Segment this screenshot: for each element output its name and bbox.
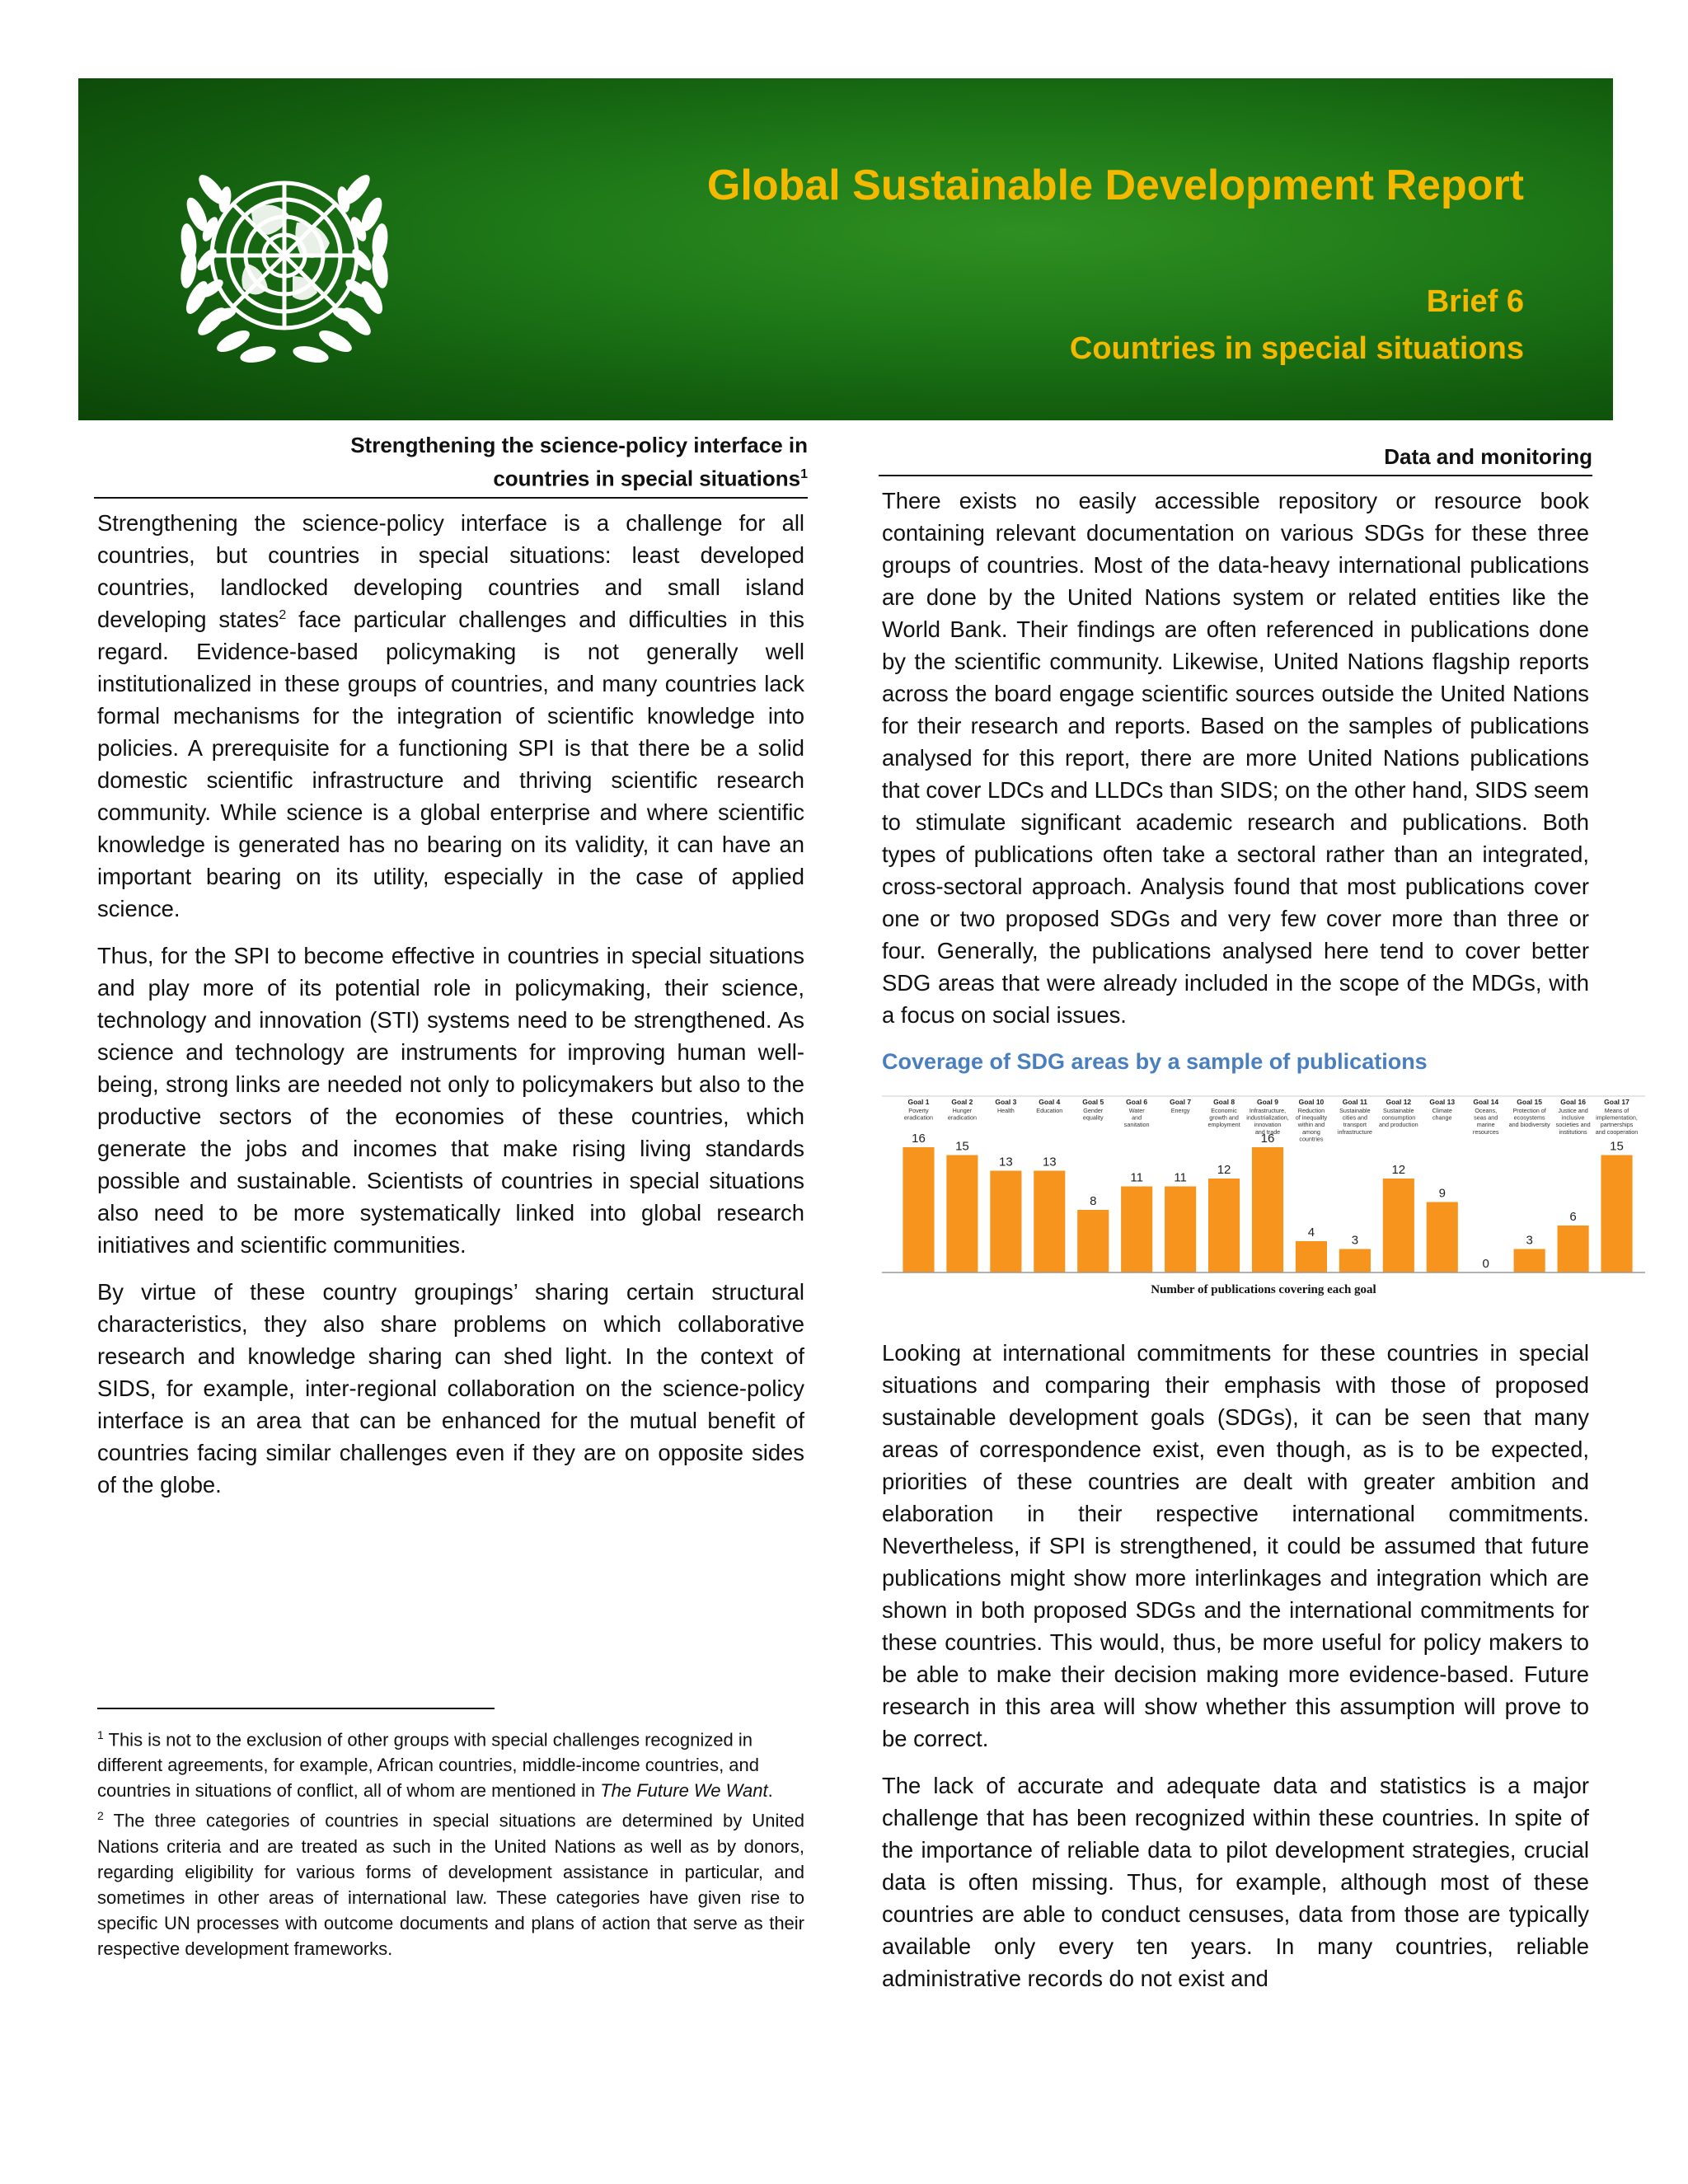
chart-category-description: transport	[1343, 1121, 1367, 1129]
chart-category-description: ecosystems	[1513, 1113, 1545, 1122]
chart-data-label: 3	[1526, 1233, 1533, 1248]
chart-data-label: 12	[1391, 1163, 1406, 1177]
footnote-text: .	[767, 1780, 773, 1802]
heading-line-1: Strengthening the science-policy interface in	[350, 433, 808, 457]
chart-category-description: Education	[1036, 1107, 1063, 1114]
chart-category-description: implementation,	[1596, 1113, 1638, 1122]
chart-category-description: inclusive	[1561, 1113, 1585, 1122]
chart-category-description: and biodiversity	[1508, 1121, 1550, 1129]
footnote-1	[97, 1722, 804, 1803]
section-heading-data: Data and monitoring	[879, 442, 1592, 476]
chart-bar	[1427, 1202, 1458, 1273]
chart-data-label: 0	[1482, 1257, 1489, 1271]
chart-data-label: 13	[1042, 1155, 1057, 1169]
right-column	[882, 430, 1639, 2009]
chart-bar	[1077, 1210, 1109, 1272]
section-heading-spi	[94, 430, 808, 499]
footnote-number: 1	[97, 1728, 104, 1741]
chart-category-label: Goal 14	[1473, 1098, 1499, 1106]
heading-line-2: countries in special situations	[493, 466, 801, 491]
chart-category-description: infrastructure	[1337, 1127, 1372, 1136]
chart-category-description: Sustainable	[1339, 1107, 1371, 1114]
chart-category-description: among	[1301, 1127, 1320, 1136]
chart-data-label: 15	[955, 1139, 969, 1154]
chart-category-label: Goal 15	[1517, 1098, 1543, 1106]
chart-bar	[1601, 1155, 1632, 1273]
chart-data-label: 6	[1569, 1210, 1577, 1224]
chart-category-description: marine	[1476, 1121, 1495, 1129]
footnotes	[97, 1722, 804, 1961]
chart-category-description: growth and	[1209, 1113, 1239, 1122]
chart-x-axis-title: Number of publications covering each goal	[1151, 1283, 1376, 1296]
chart-data-label: 13	[999, 1155, 1013, 1169]
report-title: Global Sustainable Development Report	[706, 162, 1524, 209]
chart-bar	[1034, 1171, 1065, 1273]
chart-category-description: Sustainable	[1383, 1107, 1414, 1114]
chart-category-description: Means of	[1604, 1107, 1629, 1114]
chart-data-label: 12	[1217, 1163, 1231, 1177]
chart-category-description: Infrastructure,	[1249, 1107, 1287, 1114]
chart-category-description: and trade	[1254, 1127, 1281, 1136]
chart-data-label: 4	[1307, 1226, 1315, 1240]
chart-category-description: Gender	[1083, 1107, 1104, 1114]
footnote-ref-2[interactable]: 2	[279, 607, 287, 622]
chart-data-label: 16	[912, 1132, 926, 1146]
chart-category-label: Goal 1	[907, 1098, 930, 1106]
chart-category-description: innovation	[1254, 1121, 1282, 1129]
paragraph: Thus, for the SPI to become effective in countries in special situations and play more of its potential role in policymaking, their science, technology and innovation (STI) systems need to be strengthened. As science and technology are instruments for improving human well-being, strong links are needed not only to policymakers but also to the productive sectors of the economies of these countries, which generate the jobs and incomes that make rising living standards possible and sustainable. Scientists of countries in special situations also need to be more systematically linked into global research initiatives and scientific communities.	[97, 942, 804, 1258]
chart-category-description: partnerships	[1600, 1121, 1634, 1129]
chart-bar	[1383, 1179, 1414, 1272]
chart-category-description: sanitation	[1123, 1121, 1150, 1129]
footnote-text: The three categories of countries in special situations are determined by United Nations criteria and are treated as such in the United Nations as well as by donors, regarding eligibility for various forms of development assistance in particular, and sometimes in other areas of international law. These categories have given rise to specific UN processes with outcome documents and plans of action that serve as their respective development frameworks.	[97, 1810, 804, 1959]
chart-category-description: change	[1432, 1113, 1452, 1122]
chart-category-description: within and	[1297, 1121, 1325, 1129]
chart-category-description: countries	[1299, 1135, 1324, 1143]
un-emblem-icon	[161, 132, 408, 379]
chart-category-description: and cooperation	[1595, 1127, 1639, 1136]
chart-category-description: Climate	[1432, 1107, 1452, 1114]
chart-category-label: Goal 4	[1039, 1098, 1061, 1106]
sdg-coverage-bar-chart	[880, 1093, 1647, 1307]
chart-category-label: Goal 3	[995, 1098, 1017, 1106]
chart-category-description: Health	[996, 1107, 1015, 1114]
chart-bar	[1208, 1179, 1240, 1272]
chart-category-label: Goal 2	[951, 1098, 973, 1106]
paragraph: There exists no easily accessible repository or resource book containing relevant documentation on various SDGs for these three groups of countries. Most of the data-heavy international publications are done by the United Nations system or related entities like the World Bank. Their findings are often referenced in publications done by the scientific community. Likewise, United Nations flagship reports across the board engage scientific sources outside the United Nations for their research and reports. Based on the samples of publications analysed for this report, there are more United Nations publications that cover LDCs and LLDCs than SIDS; on the other hand, SIDS seem to stimulate significant academic research and publications. Both types of publications often take a sectoral rather than an integrated, cross-sectoral approach. Analysis found that most publications cover one or two proposed SDGs and very few cover more than three or four. Generally, the publications analysed here tend to cover better SDG areas that were already included in the scope of the MDGs, with a focus on social issues.	[882, 488, 1589, 1028]
chart-bar	[1558, 1226, 1589, 1272]
paragraph-text: Strengthening the science-policy interface is a challenge for all countries, but countries in special situations: least developed countries, landlocked developing countries and small island developing states	[97, 509, 804, 632]
chart-category-description: cities and	[1342, 1113, 1368, 1122]
chart-container	[880, 1093, 1647, 1307]
chart-category-description: Water	[1128, 1107, 1145, 1114]
chart-category-label: Goal 5	[1082, 1098, 1104, 1106]
chart-category-description: and production	[1379, 1121, 1418, 1129]
chart-category-label: Goal 16	[1560, 1098, 1586, 1106]
chart-bar	[1252, 1147, 1283, 1272]
chart-bar	[1165, 1187, 1196, 1273]
chart-category-description: Protection of	[1512, 1107, 1546, 1114]
chart-bar	[1296, 1241, 1327, 1272]
footnote-ref-1[interactable]: 1	[800, 467, 808, 481]
chart-category-description: eradication	[947, 1113, 977, 1122]
chart-category-description: eradication	[903, 1113, 934, 1122]
footnote-title: The Future We Want	[600, 1780, 768, 1802]
chart-category-description: institutions	[1559, 1127, 1587, 1136]
chart-data-label: 9	[1438, 1186, 1446, 1201]
chart-bar	[1121, 1187, 1152, 1273]
footnote-2	[97, 1803, 804, 1961]
chart-bar	[990, 1171, 1021, 1273]
chart-category-description: Energy	[1170, 1107, 1190, 1114]
paragraph-text: face particular challenges and difficulties in this regard. Evidence-based policymaking is not generally well institutionalized in these groups of countries, and many countries lack formal mechanisms for the integration of scientific knowledge into policies. A prerequisite for a functioning SPI is that there be a solid domestic scientific infrastructure and thriving scientific research community. While science is a global enterprise and where scientific knowledge is generated has no bearing on its validity, it can have an important bearing on its utility, especially in the case of applied science.	[97, 606, 804, 921]
chart-category-description: societies and	[1555, 1121, 1591, 1129]
paragraph	[97, 507, 804, 925]
chart-bar	[1514, 1249, 1545, 1273]
chart-category-label: Goal 10	[1298, 1098, 1325, 1106]
chart-category-label: Goal 6	[1126, 1098, 1148, 1106]
chart-data-label: 11	[1130, 1170, 1143, 1185]
chart-bar	[1339, 1249, 1371, 1273]
chart-title: Coverage of SDG areas by a sample of publications	[882, 1049, 1428, 1074]
chart-data-label: 11	[1174, 1170, 1187, 1185]
chart-category-description: industrialization,	[1246, 1113, 1289, 1122]
chart-category-description: employment	[1207, 1121, 1240, 1129]
chart-category-label: Goal 12	[1386, 1098, 1412, 1106]
chart-category-description: resources	[1472, 1127, 1499, 1136]
chart-category-description: Hunger	[952, 1107, 973, 1114]
brief-subtitle: Countries in special situations	[1069, 331, 1524, 366]
chart-data-label: 16	[1260, 1132, 1275, 1146]
paragraph: Looking at international commitments for these countries in special situations and comparing their emphasis with those of proposed sustainable development goals (SDGs), it can be seen that many areas of correspondence exist, even though, as is to be expected, priorities of these countries are dealt with greater ambition and elaboration in their respective international commitments. Nevertheless, if SPI is strengthened, it could be assumed that future publications might show more interlinkages and integration which are shown in both proposed SDGs and the international commitments for these countries. This would, thus, be more useful for policy makers to be able to make their decision making more evidence-based. Future research in this area will show whether this assumption will prove to be correct.	[882, 1340, 1589, 1751]
chart-category-description: seas and	[1474, 1113, 1498, 1122]
chart-category-description: Economic	[1211, 1107, 1237, 1114]
chart-bar	[946, 1155, 978, 1273]
report-banner	[78, 78, 1613, 420]
paragraph: The lack of accurate and adequate data and statistics is a major challenge that has been recognized within these countries. In spite of the importance of reliable data to pilot development strategies, crucial data is often missing. Thus, for example, although most of these countries are able to conduct censuses, data from those are typically available only every ten years. In many countries, reliable administrative records do not exist and	[882, 1773, 1589, 1991]
chart-category-description: and	[1132, 1113, 1142, 1122]
chart-data-label: 3	[1351, 1233, 1359, 1248]
paragraph: By virtue of these country groupings’ sharing certain structural characteristics, they also share problems on which collaborative research and knowledge sharing can shed light. In the context of SIDS, for example, inter-regional collaboration on the science-policy interface is an area that can be enhanced for the mutual benefit of countries facing similar challenges even if they are on opposite sides of the globe.	[97, 1278, 804, 1497]
footnote-text: This is not to the exclusion of other groups with special challenges recognized in different agreements, for example, African countries, middle-income countries, and countries in situations of conflict, all of whom are mentioned in	[97, 1729, 759, 1802]
chart-category-label: Goal 13	[1429, 1098, 1456, 1106]
chart-category-description: Justice and	[1558, 1107, 1588, 1114]
chart-data-label: 8	[1090, 1194, 1097, 1208]
chart-category-description: Oceans,	[1475, 1107, 1498, 1114]
brief-number: Brief 6	[1426, 284, 1524, 319]
footnote-number: 2	[97, 1809, 104, 1823]
chart-category-label: Goal 7	[1170, 1098, 1192, 1106]
chart-category-description: Poverty	[908, 1107, 929, 1114]
chart-category-description: equality	[1082, 1113, 1104, 1122]
chart-category-label: Goal 11	[1342, 1098, 1368, 1106]
chart-category-label: Goal 8	[1213, 1098, 1236, 1106]
chart-data-label: 15	[1610, 1139, 1624, 1154]
chart-category-description: consumption	[1381, 1113, 1416, 1122]
footnote-divider	[97, 1708, 495, 1709]
chart-category-description: of inequality	[1295, 1113, 1328, 1122]
chart-bar	[903, 1147, 934, 1272]
left-column	[97, 430, 808, 1516]
chart-category-label: Goal 17	[1604, 1098, 1629, 1106]
chart-category-description: Reduction	[1297, 1107, 1325, 1114]
chart-category-label: Goal 9	[1257, 1098, 1278, 1106]
